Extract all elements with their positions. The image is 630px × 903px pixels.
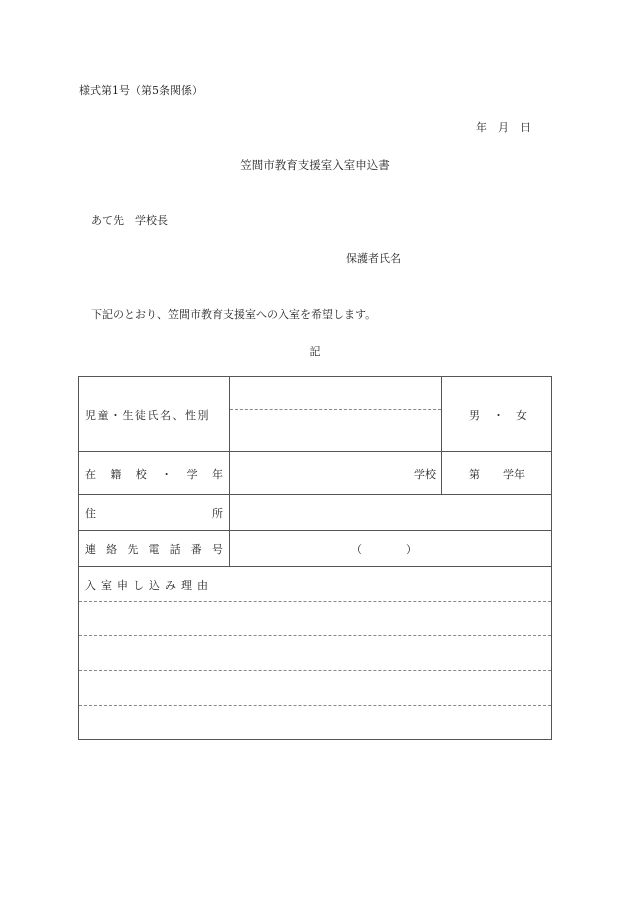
label-char: 校 (135, 468, 147, 481)
label-char: 年 (211, 468, 223, 481)
label-char: 所 (212, 507, 223, 520)
furigana-field[interactable] (229, 377, 441, 409)
label-char: 先 (127, 543, 139, 556)
form-number: 様式第1号（第5条関係） (79, 84, 203, 97)
school-suffix: 学校 (414, 468, 436, 481)
addressee: あて先 学校長 (91, 214, 168, 227)
label-char: 連 (85, 543, 96, 556)
label-char: 住 (85, 507, 96, 520)
gender-male[interactable]: 男 (469, 409, 480, 422)
child-name-gender-label: 児童・生徒氏名、性別 (85, 409, 210, 422)
label-char: 号 (211, 543, 223, 556)
school-grade-label (85, 466, 223, 482)
application-form-table (78, 376, 552, 740)
document-title: 笠間市教育支援室入室申込書 (240, 158, 390, 172)
reason-label: 入室申し込み理由 (85, 579, 213, 592)
label-char: 学 (186, 468, 198, 481)
gender-female[interactable]: 女 (516, 409, 527, 422)
body-text: 下記のとおり、笠間市教育支援室への入室を希望します。 (91, 308, 377, 321)
phone-field[interactable]: （ ） (351, 543, 417, 556)
phone-label (85, 541, 223, 557)
gender-separator: ・ (493, 409, 504, 422)
column-divider (441, 377, 442, 494)
label-char: 絡 (106, 543, 118, 556)
label-char: 在 (85, 468, 96, 481)
grade-suffix: 学年 (503, 468, 525, 481)
child-name-field[interactable] (229, 410, 441, 452)
label-char: 籍 (110, 468, 122, 481)
label-char: ・ (161, 468, 173, 481)
label-char: 番 (190, 543, 202, 556)
address-field[interactable] (230, 495, 552, 530)
reason-field[interactable] (79, 589, 551, 739)
address-label (85, 505, 223, 521)
label-char: 電 (148, 543, 160, 556)
ki-heading: 記 (309, 345, 321, 358)
grade-prefix: 第 (469, 468, 480, 481)
label-char: 話 (169, 543, 181, 556)
guardian-name-label: 保護者氏名 (346, 252, 401, 265)
row-divider (79, 566, 551, 567)
row-divider (79, 530, 551, 531)
date-line: 年 月 日 (476, 121, 531, 134)
